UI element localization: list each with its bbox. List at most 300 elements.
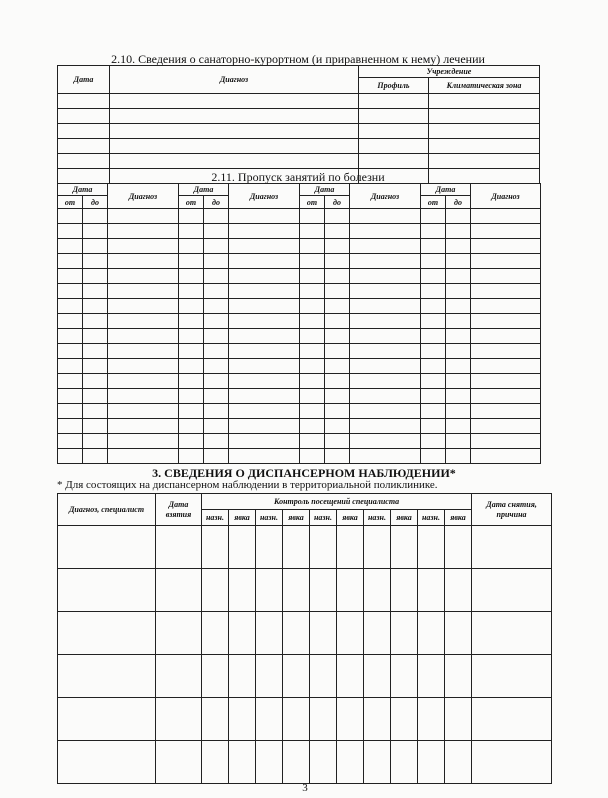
table-cell [108,389,179,404]
table-cell [179,449,204,464]
table-cell [337,526,364,569]
table-cell [58,419,83,434]
table-cell [300,359,325,374]
table-cell [421,299,446,314]
table-cell [471,389,541,404]
table-cell [202,741,229,784]
table-cell [446,209,471,224]
table-cell [229,698,256,741]
table-cell [325,344,350,359]
table-cell [471,239,541,254]
table-cell [364,698,391,741]
table-cell [229,569,256,612]
table-row [58,374,541,389]
table-cell [83,344,108,359]
page-number: 3 [302,782,308,794]
table-cell [256,569,283,612]
table-cell [83,389,108,404]
table-cell [310,526,337,569]
header-date-taken: Дата взятия [156,494,202,526]
table-cell [179,239,204,254]
header-attendance: явка [445,510,472,526]
table-cell [156,526,202,569]
table-cell [300,404,325,419]
table-row [58,284,541,299]
table-cell [472,698,552,741]
table-cell [364,655,391,698]
table-cell [58,329,83,344]
table-cell [229,209,300,224]
table-cell [300,254,325,269]
table-cell [83,254,108,269]
table-cell [429,109,540,124]
table-cell [364,612,391,655]
table-cell [310,612,337,655]
table-cell [58,449,83,464]
table-cell [204,299,229,314]
table-cell [179,344,204,359]
table-cell [83,209,108,224]
table-cell [58,254,83,269]
table-cell [337,612,364,655]
table-cell [179,359,204,374]
table-cell [325,329,350,344]
table-cell [446,269,471,284]
table-cell [58,569,156,612]
table-cell [421,209,446,224]
table-cell [325,419,350,434]
table-row [58,612,552,655]
table-cell [83,434,108,449]
table-cell [83,329,108,344]
section-2-11-title: 2.11. Пропуск занятий по болезни [211,170,385,184]
table-row [58,329,541,344]
table-cell [471,299,541,314]
table-cell [472,655,552,698]
table-cell [58,389,83,404]
table-cell [310,569,337,612]
table-cell [421,389,446,404]
absence-rows [58,209,541,464]
table-cell [229,419,300,434]
table-cell [256,612,283,655]
table-cell [204,284,229,299]
table-cell [300,239,325,254]
table-cell [445,741,472,784]
table-cell [204,419,229,434]
table-cell [108,284,179,299]
table-cell [204,344,229,359]
table-cell [229,224,300,239]
table-cell [446,224,471,239]
table-cell [337,698,364,741]
table-row [58,269,541,284]
table-cell [391,741,418,784]
table-cell [58,612,156,655]
table-cell [179,224,204,239]
table-cell [108,329,179,344]
table-row [58,254,541,269]
table-cell [446,419,471,434]
table-cell [350,404,421,419]
table-cell [418,526,445,569]
table-cell [350,329,421,344]
header-from: от [179,196,204,209]
table-cell [58,209,83,224]
table-cell [350,449,421,464]
table-cell [229,344,300,359]
table-cell [204,269,229,284]
table-cell [58,224,83,239]
table-cell [350,314,421,329]
table-cell [229,329,300,344]
table-cell [58,434,83,449]
table-cell [179,404,204,419]
table-row [58,569,552,612]
table-cell [446,404,471,419]
header-date: Дата [58,66,110,94]
table-cell [471,374,541,389]
table-cell [58,299,83,314]
section-3-title: 3. СВЕДЕНИЯ О ДИСПАНСЕРНОМ НАБЛЮДЕНИИ* [152,466,456,480]
table-cell [359,139,429,154]
table-cell [110,154,359,169]
table-row [58,139,540,154]
table-cell [202,612,229,655]
header-assigned: назн. [256,510,283,526]
table-cell [310,741,337,784]
header-attendance: явка [391,510,418,526]
table-cell [421,449,446,464]
table-cell [108,254,179,269]
header-diagnosis: Диагноз [471,184,541,209]
table-cell [471,359,541,374]
table-cell [83,359,108,374]
table-cell [156,698,202,741]
table-cell [421,254,446,269]
table-row [58,526,552,569]
table-cell [391,569,418,612]
table-cell [229,389,300,404]
header-visits-control: Контроль посещений специалиста [202,494,472,510]
table-cell [58,239,83,254]
header-to: до [83,196,108,209]
table-cell [350,359,421,374]
table-cell [229,655,256,698]
table-cell [204,374,229,389]
table-cell [300,449,325,464]
table-cell [108,434,179,449]
table-cell [256,655,283,698]
header-attendance: явка [283,510,310,526]
table-cell [429,154,540,169]
table-cell [350,269,421,284]
table-cell [108,404,179,419]
table-cell [204,254,229,269]
table-cell [421,224,446,239]
table-cell [325,284,350,299]
table-cell [471,404,541,419]
table-cell [364,569,391,612]
table-cell [359,94,429,109]
table-row [58,124,540,139]
table-cell [429,139,540,154]
table-cell [58,698,156,741]
table-cell [350,389,421,404]
table-cell [325,209,350,224]
table-cell [445,655,472,698]
table-cell [421,374,446,389]
table-cell [179,389,204,404]
table-cell [256,698,283,741]
table-cell [421,344,446,359]
table-cell [229,254,300,269]
table-cell [204,239,229,254]
header-assigned: назн. [364,510,391,526]
table-cell [300,269,325,284]
table-cell [337,569,364,612]
table-cell [446,329,471,344]
table-cell [229,449,300,464]
header-from: от [58,196,83,209]
table-row [58,344,541,359]
sick-absence-table [57,183,541,464]
table-cell [325,269,350,284]
header-attendance: явка [229,510,256,526]
header-to: до [325,196,350,209]
table-cell [325,254,350,269]
header-institution: Учреждение [359,66,540,78]
table-row [58,224,541,239]
table-cell [364,741,391,784]
table-cell [58,139,110,154]
table-cell [391,526,418,569]
dispensary-footnote: * Для состоящих на диспансерном наблюдении в территориальной поликлинике. [57,479,438,491]
table-cell [179,419,204,434]
table-cell [108,419,179,434]
table-cell [283,569,310,612]
table-cell [83,419,108,434]
table-cell [108,239,179,254]
table-row [58,299,541,314]
table-cell [325,359,350,374]
table-cell [359,154,429,169]
header-assigned: назн. [310,510,337,526]
table-cell [83,269,108,284]
table-cell [325,299,350,314]
table-cell [325,239,350,254]
table-cell [58,124,110,139]
table-cell [229,404,300,419]
table-cell [337,741,364,784]
header-removal-date: Дата снятия, причина [472,494,552,526]
table-cell [391,612,418,655]
table-cell [156,612,202,655]
table-cell [300,284,325,299]
table-cell [179,374,204,389]
table-cell [350,434,421,449]
table-cell [359,124,429,139]
table-row [58,239,541,254]
table-row [58,419,541,434]
table-cell [472,612,552,655]
table-cell [108,299,179,314]
table-cell [300,299,325,314]
table-cell [58,284,83,299]
header-climate-zone: Климатическая зона [429,78,540,94]
table-cell [418,741,445,784]
table-cell [229,314,300,329]
table-cell [179,434,204,449]
table-cell [283,655,310,698]
header-diagnosis-specialist: Диагноз, специалист [58,494,156,526]
table-cell [445,569,472,612]
table-cell [204,404,229,419]
table-cell [283,526,310,569]
table-cell [58,154,110,169]
table-cell [300,374,325,389]
table-cell [418,612,445,655]
header-assigned: назн. [418,510,445,526]
table-cell [325,224,350,239]
table-cell [229,434,300,449]
table-cell [108,269,179,284]
header-diagnosis: Диагноз [108,184,179,209]
section-2-10-title: 2.10. Сведения о санаторно-курортном (и приравненном к нему) лечении [111,52,485,66]
table-cell [350,419,421,434]
table-cell [310,698,337,741]
table-cell [58,109,110,124]
table-cell [421,314,446,329]
table-row [58,109,540,124]
table-cell [58,374,83,389]
header-date: Дата [300,184,350,196]
table-cell [429,94,540,109]
table-cell [471,449,541,464]
table-cell [471,434,541,449]
table-cell [471,269,541,284]
table-cell [256,741,283,784]
table-cell [83,239,108,254]
table-cell [229,526,256,569]
table-cell [421,434,446,449]
header-to: до [204,196,229,209]
table-cell [325,404,350,419]
table-cell [421,404,446,419]
table-cell [110,139,359,154]
table-cell [83,299,108,314]
table-cell [350,224,421,239]
header-diagnosis: Диагноз [110,66,359,94]
table-cell [156,741,202,784]
table-row [58,314,541,329]
table-cell [446,374,471,389]
table-cell [446,299,471,314]
table-cell [471,314,541,329]
table-cell [300,314,325,329]
table-cell [229,239,300,254]
table-cell [446,344,471,359]
dispensary-observation-table [57,493,552,784]
table-cell [350,374,421,389]
table-cell [418,698,445,741]
header-attendance: явка [337,510,364,526]
table-cell [204,314,229,329]
table-row [58,359,541,374]
table-cell [202,569,229,612]
table-cell [350,209,421,224]
table-cell [446,359,471,374]
table-cell [229,284,300,299]
table-cell [58,359,83,374]
table-cell [421,239,446,254]
table-cell [156,569,202,612]
table-cell [108,209,179,224]
table-cell [300,344,325,359]
table-cell [350,239,421,254]
table-cell [472,569,552,612]
table-cell [446,254,471,269]
table-cell [300,224,325,239]
table-cell [83,374,108,389]
table-cell [421,359,446,374]
table-cell [472,741,552,784]
table-cell [337,655,364,698]
table-cell [283,741,310,784]
table-row [58,655,552,698]
table-cell [229,299,300,314]
table-cell [58,655,156,698]
table-cell [179,329,204,344]
table-cell [446,314,471,329]
table-cell [446,434,471,449]
table-cell [108,224,179,239]
table-cell [471,254,541,269]
table-cell [445,526,472,569]
table-cell [202,698,229,741]
table-cell [446,239,471,254]
table-cell [300,209,325,224]
table-cell [472,526,552,569]
table-cell [229,741,256,784]
table-cell [204,209,229,224]
table-cell [471,329,541,344]
table-cell [421,329,446,344]
table-cell [179,254,204,269]
table-row [58,154,540,169]
table-cell [179,269,204,284]
table-cell [300,419,325,434]
table-cell [256,526,283,569]
table-cell [325,434,350,449]
table-cell [108,449,179,464]
table-row [58,741,552,784]
table-cell [421,269,446,284]
table-cell [58,269,83,284]
table-cell [364,526,391,569]
table-cell [359,109,429,124]
table-cell [391,655,418,698]
table-cell [350,254,421,269]
sanatorium-treatment-table [57,65,540,184]
table-cell [108,344,179,359]
table-cell [229,359,300,374]
table-cell [229,269,300,284]
table-cell [471,344,541,359]
table-row [58,209,541,224]
table-row [58,94,540,109]
table-cell [110,94,359,109]
